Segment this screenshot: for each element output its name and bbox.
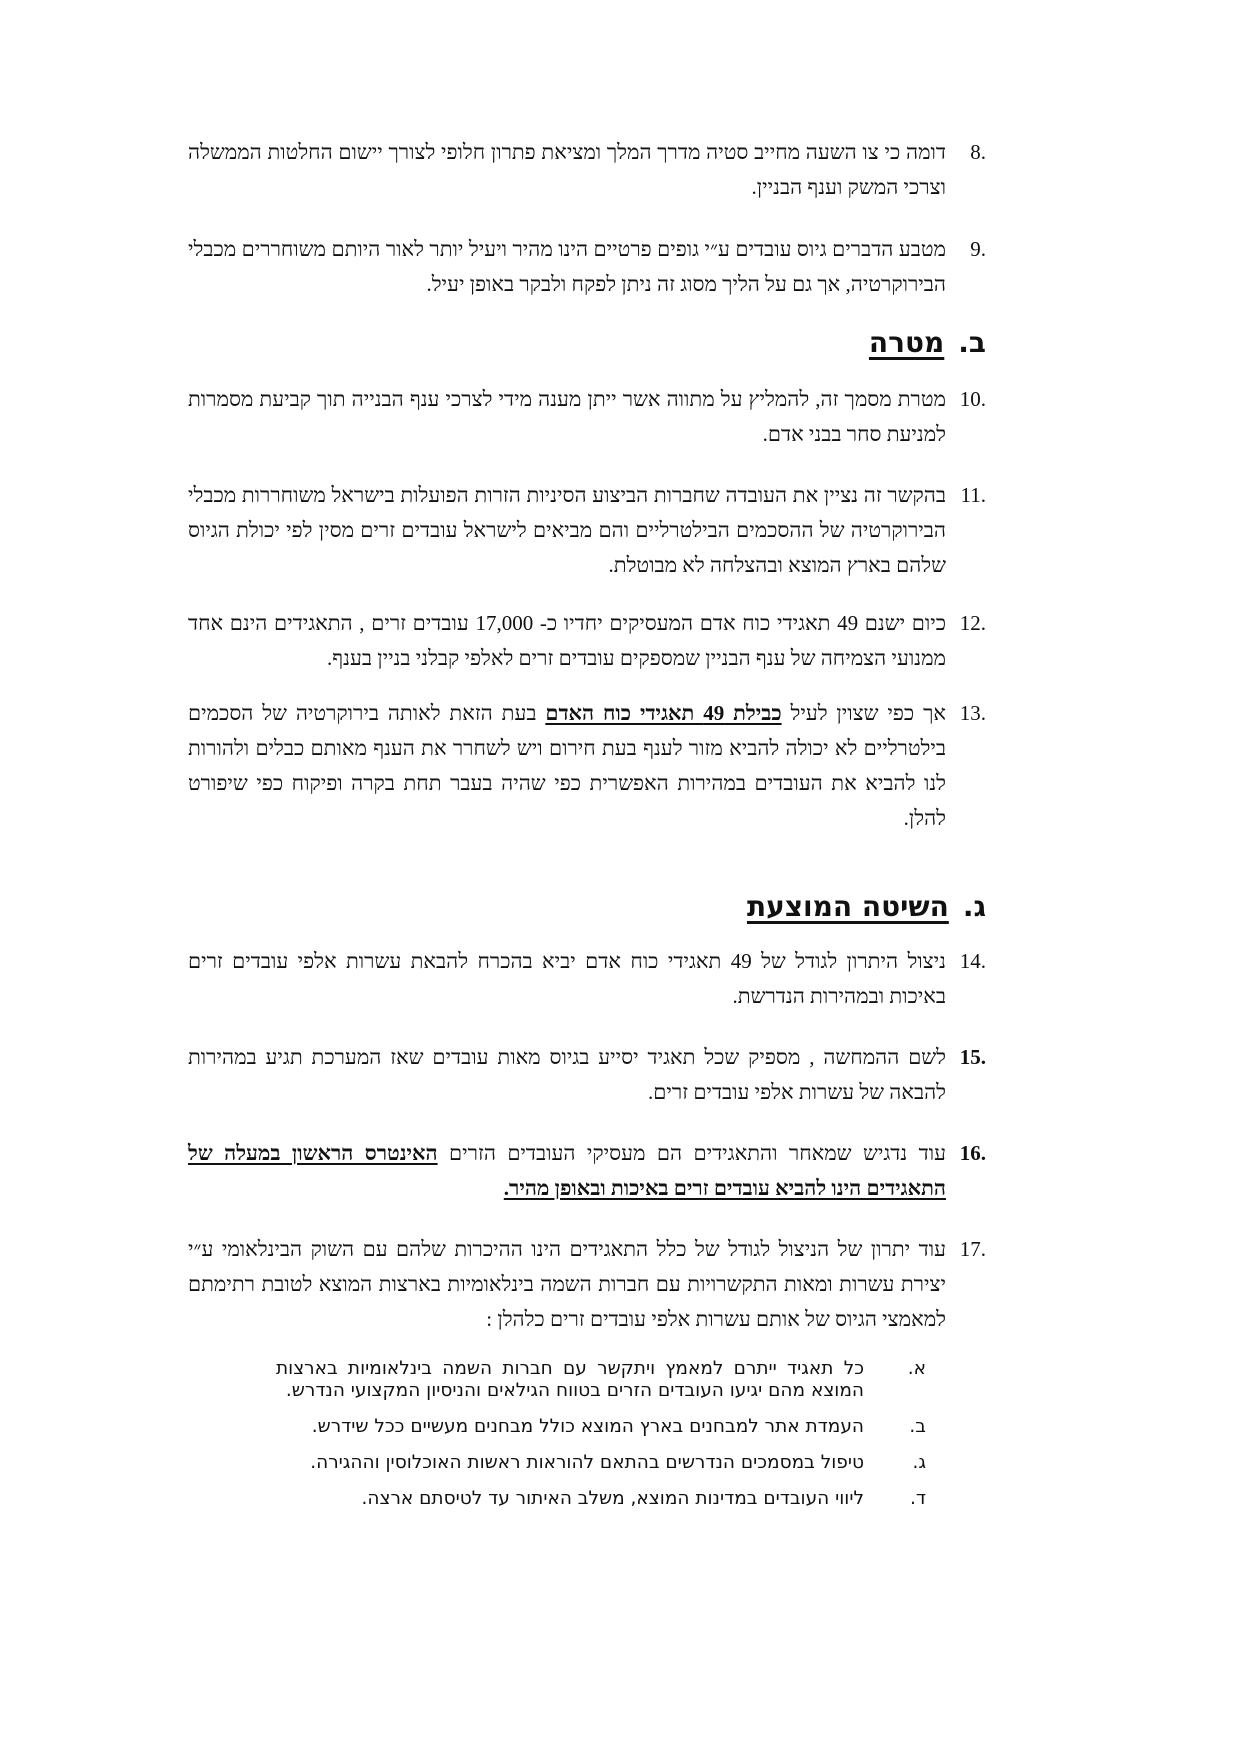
- paragraph-text: עוד יתרון של הניצול לגודל של כלל התאגידים הינו ההיכרות שלהם עם השוק הבינלאומי ע״י יצירת עשרות ומאות התקשרויות עם חברות השמה בינלאומיות בארצות המוצא לטובת רתימתם למאמצי הגיוס של אותם עשרות אלפי עובדים זרים כלהלן :: [188, 1237, 946, 1331]
- paragraph-number: 9.: [970, 237, 986, 261]
- paragraph-text: בהקשר זה נציין את העובדה שחברות הביצוע הסיניות הזרות הפועלות בישראל משוחררות מכבלי הבירוקרטיה של ההסכמים הבילטרליים והם מביאים לישראל עובדים זרים מסין לפי יכולת הגיוס שלהם בארץ המוצא ובהצלחה לא מבוטלת.: [188, 483, 946, 577]
- paragraph-text: מטרת מסמך זה, להמליץ על מתווה אשר ייתן מענה מידי לצרכי ענף הבנייה תוך קביעת מסמרות למניעת סחר בבני אדם.: [188, 387, 946, 446]
- sub-list-item-a: [276, 1358, 926, 1402]
- section-title: מטרה: [868, 326, 945, 359]
- paragraph-text: כיום ישנם 49 תאגידי כוח אדם המעסיקים יחדיו כ- 17,000 עובדים זרים , התאגידים הינם אחד ממנועי הצמיחה של ענף הבניין שמספקים עובדים זרים לאלפי קבלני בניין בענף.: [188, 611, 946, 670]
- text-segment: בעת הזאת לאותה בירוקרטיה של הסכמים בילטרליים לא יכולה להביא מזור לענף בעת חירום ויש לשחרר את הענף מאותם כבלים ולהורות לנו להביא את העובדים במהירות האפשרית כפי שהיה בעבר תחת בקרה ופיקוח כפי שיפורט להלן.: [188, 701, 946, 830]
- sub-list-letter: א.: [907, 1358, 926, 1379]
- sub-list-text: העמדת אתר למבחנים בארץ המוצא כולל מבחנים מעשיים ככל שידרש.: [311, 1416, 864, 1437]
- sub-list-letter: ד.: [910, 1488, 926, 1509]
- paragraph-number: 14.: [959, 949, 986, 973]
- section-letter: ב.: [958, 326, 986, 359]
- paragraph-16: [188, 1136, 986, 1206]
- sub-list-item-b: [276, 1416, 926, 1438]
- paragraph-text: מטבע הדברים גיוס עובדים ע״י גופים פרטיים הינו מהיר ויעיל יותר לאור היותם משוחררים מכבלי הבירוקרטיה, אך גם על הליך מסוג זה ניתן לפקח ולבקר באופן יעיל.: [188, 237, 946, 296]
- emphasized-text: כבילת 49 תאגידי כוח האדם: [545, 701, 782, 725]
- paragraph-number: 17.: [959, 1237, 986, 1261]
- paragraph-number: 13.: [959, 701, 986, 725]
- section-heading-c: [747, 890, 986, 923]
- paragraph-8: [188, 135, 986, 205]
- paragraph-text: לשם ההמחשה , מספיק שכל תאגיד יסייע בגיוס מאות עובדים שאז המערכת תגיע במהירות להבאה של עשרות אלפי עובדים זרים.: [188, 1045, 946, 1104]
- paragraph-9: [188, 232, 986, 302]
- paragraph-number: 15.: [959, 1045, 986, 1069]
- paragraph-number: 12.: [959, 611, 986, 635]
- sub-list-text: ליווי העובדים במדינות המוצא, משלב האיתור עד לטיסתם ארצה.: [361, 1488, 864, 1509]
- paragraph-text: [188, 696, 946, 836]
- sub-list-text: כל תאגיד ייתרם למאמץ ויתקשר עם חברות השמה בינלאומיות בארצות המוצא מהם יגיעו העובדים הזרים בטווח הגילאים והניסיון המקצועי הנדרש.: [276, 1358, 864, 1401]
- emphasized-text: האינטרס הראשון במעלה של התאגידים הינו להביא עובדים זרים באיכות ובאופן מהיר.: [188, 1141, 946, 1200]
- paragraph-17: [188, 1232, 986, 1337]
- paragraph-13: [188, 696, 986, 836]
- paragraph-number: 10.: [959, 387, 986, 411]
- text-segment: אך כפי שצוין לעיל: [781, 701, 946, 725]
- paragraph-text: דומה כי צו השעה מחייב סטיה מדרך המלך ומציאת פתרון חלופי לצורך יישום החלטות הממשלה וצרכי המשק וענף הבניין.: [188, 140, 946, 199]
- paragraph-15: [188, 1040, 986, 1110]
- sub-list-letter: ג.: [912, 1452, 926, 1473]
- paragraph-11: [188, 478, 986, 583]
- paragraph-text: ניצול היתרון לגודל של 49 תאגידי כוח אדם יביא בהכרח להבאת עשרות אלפי עובדים זרים באיכות ובמהירות הנדרשת.: [188, 949, 946, 1008]
- section-heading-b: [869, 326, 986, 359]
- sub-list-item-c: [276, 1452, 926, 1474]
- sub-list-item-d: [276, 1488, 926, 1510]
- sub-list-letter: ב.: [909, 1416, 926, 1437]
- sub-list: [276, 1358, 926, 1524]
- paragraph-text: [188, 1136, 946, 1206]
- section-title: השיטה המוצעת: [746, 890, 949, 923]
- text-segment: עוד נדגיש שמאחר והתאגידים הם מעסיקי העובדים הזרים: [437, 1141, 946, 1165]
- sub-list-text: טיפול במסמכים הנדרשים בהתאם להוראות ראשות האוכלוסין וההגירה.: [310, 1452, 864, 1473]
- paragraph-number: 16.: [959, 1141, 986, 1165]
- paragraph-14: [188, 944, 986, 1014]
- paragraph-number: 8.: [970, 140, 986, 164]
- paragraph-number: 11.: [960, 483, 986, 507]
- section-letter: ג.: [962, 890, 986, 923]
- paragraph-10: [188, 382, 986, 452]
- paragraph-12: [188, 606, 986, 676]
